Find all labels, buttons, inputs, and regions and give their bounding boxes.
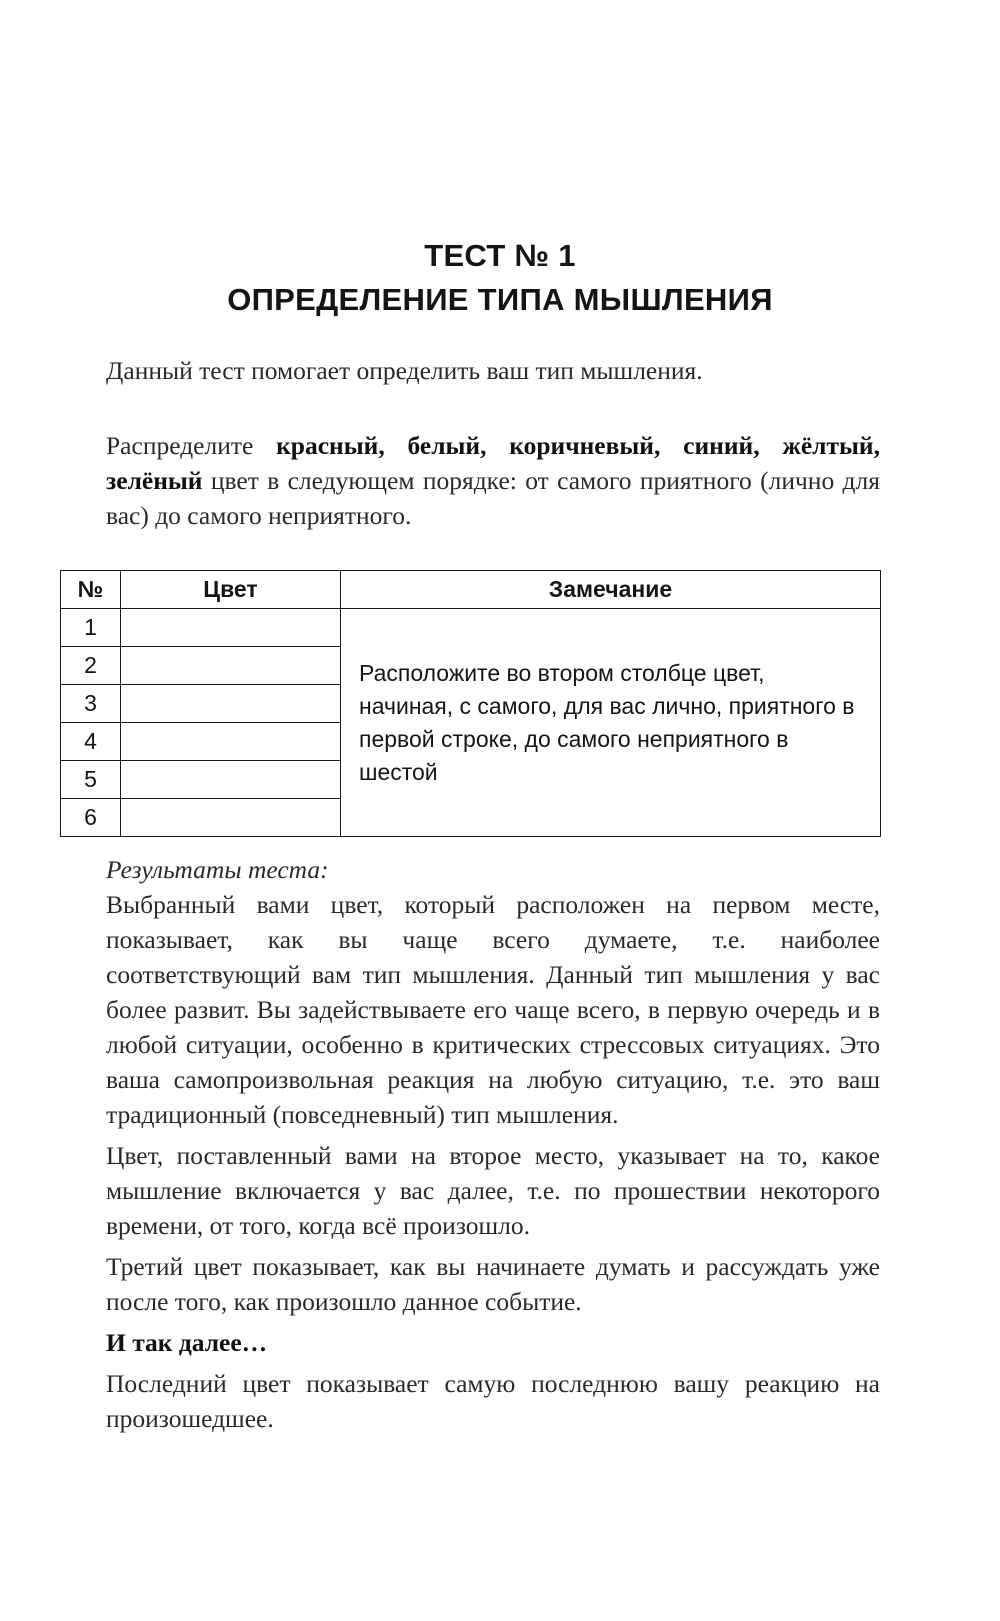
intro-paragraph: Данный тест помогает определить ваш тип мышления. — [106, 356, 703, 385]
instruction-colors: красный, белый, коричневый, синий, жёлтый, зелёный — [106, 431, 880, 495]
instruction-suffix: цвет в следующем порядке: от самого приятного (лично для вас) до самого неприятного. — [106, 466, 880, 530]
note-cell: Расположите во втором столбце цвет, начиная, с самого, для вас лично, приятного в первой строке, до самого неприятного в шестой — [341, 609, 881, 837]
color-cell — [121, 647, 341, 685]
row-number: 6 — [61, 799, 121, 837]
color-cell — [121, 799, 341, 837]
instruction-paragraph — [106, 428, 880, 533]
row-number: 2 — [61, 647, 121, 685]
color-cell — [121, 761, 341, 799]
header-number: № — [61, 571, 121, 609]
color-cell — [121, 609, 341, 647]
row-number: 4 — [61, 723, 121, 761]
results-heading: Результаты теста: — [106, 855, 329, 884]
test-subtitle: ОПРЕДЕЛЕНИЕ ТИПА МЫШЛЕНИЯ — [227, 282, 773, 317]
results-paragraph-1: Выбранный вами цвет, который расположен на первом месте, показывает, как вы чаще всего думаете, т.е. наиболее соответствующий вам тип мышления. Данный тип мышления у вас более развит. Вы задействываете его чаще всего, в первую очередь и в любой ситуации, особенно в критических стрессовых ситуациях. Это ваша самопроизвольная реакция на любую ситуацию, т.е. это ваш традиционный (повседневный) тип мышления. — [106, 890, 880, 1129]
row-number: 3 — [61, 685, 121, 723]
instruction-prefix: Распределите — [106, 431, 277, 460]
results-paragraph-3: Третий цвет показывает, как вы начинаете думать и рассуждать уже после того, как произошло данное событие. — [106, 1252, 880, 1316]
header-color: Цвет — [121, 571, 341, 609]
row-number: 1 — [61, 609, 121, 647]
header-note: Замечание — [341, 571, 881, 609]
color-table — [60, 570, 881, 837]
results-section — [106, 852, 880, 1436]
table-header-row — [61, 571, 881, 609]
color-cell — [121, 723, 341, 761]
results-paragraph-4: И так далее… — [106, 1328, 268, 1357]
table-row — [61, 609, 881, 647]
results-paragraph-2: Цвет, поставленный вами на второе место, указывает на то, какое мышление включается у вас далее, т.е. по прошествии некоторого времени, от того, когда всё произошло. — [106, 1141, 880, 1240]
test-title: ТЕСТ № 1 — [424, 238, 576, 273]
row-number: 5 — [61, 761, 121, 799]
color-cell — [121, 685, 341, 723]
results-paragraph-5: Последний цвет показывает самую последнюю вашу реакцию на произошедшее. — [106, 1369, 880, 1433]
